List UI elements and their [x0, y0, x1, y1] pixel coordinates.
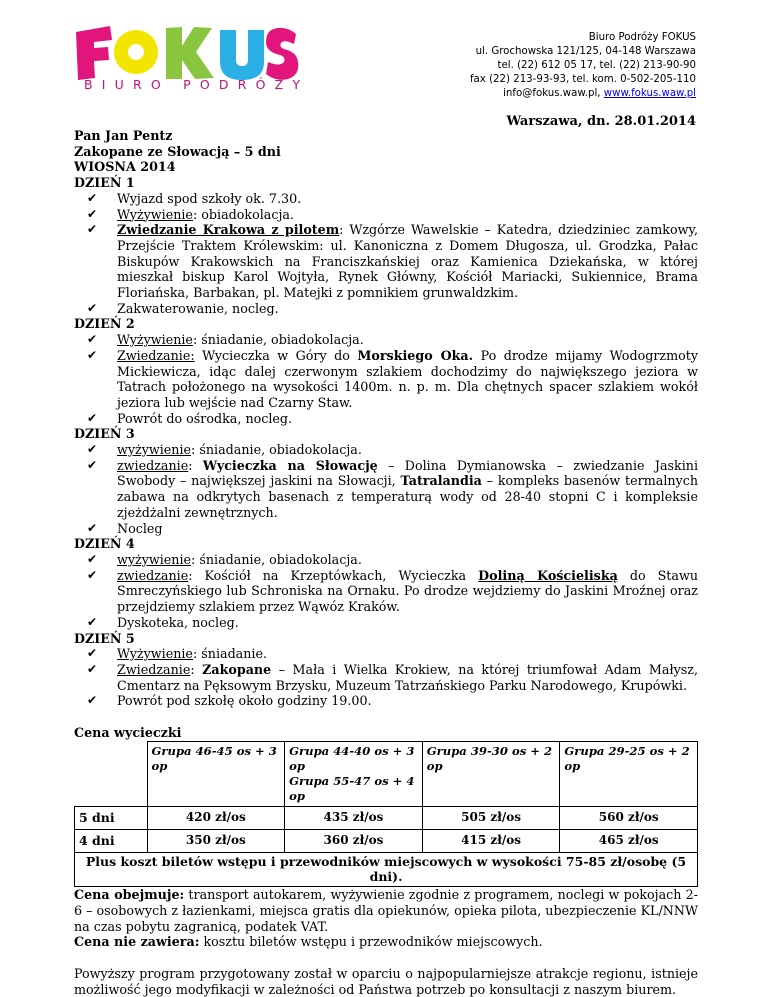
list-item: ✔ zwiedzanie: Wycieczka na Słowację – Dolina Dymianowska – zwiedzanie Jaskini Swobody – największej jaskini na Słowacji, Tatralandia – kompleks basenów termalnych zabawa na odkrytych basenach z temperaturą wody od 28-40 stopni C i kompleksie zjeżdżalni zewnętrznych.: [87, 457, 699, 520]
fokus-logo-graphic: [70, 22, 300, 84]
letter-body: [74, 128, 698, 997]
table-cell: 350 zł/os: [147, 829, 285, 852]
list-item: ✔ Powrót pod szkołę około godziny 19.00.: [87, 693, 372, 709]
check-icon: ✔: [87, 410, 98, 425]
list-item: ✔ wyżywienie: śniadanie, obiadokolacja.: [87, 551, 362, 567]
trip-title: Zakopane ze Słowacją – 5 dni: [74, 143, 281, 159]
check-icon: ✔: [87, 661, 98, 676]
price-note: Plus koszt biletów wstępu i przewodników miejscowych w wysokości 75-85 zł/osobę (5 dni).: [75, 852, 698, 886]
table-cell: 420 zł/os: [147, 806, 285, 829]
excludes-paragraph: [74, 934, 698, 950]
list-item: ✔ Zakwaterowanie, nocleg.: [87, 300, 279, 316]
includes-text: transport autokarem, wyżywienie zgodnie z programem, noclegi w pokojach 2-6 – osobowych z łazienkami, miejsca gratis dla opiekunów, opieka pilota, ubezpieczenie KL/NNW na czas pobytu zagranicą, podatek VAT.: [74, 887, 699, 934]
check-icon: ✔: [87, 551, 98, 566]
check-icon: ✔: [87, 614, 98, 629]
includes-paragraph: [74, 887, 698, 934]
check-icon: ✔: [87, 520, 98, 535]
check-icon: ✔: [87, 457, 98, 472]
place-date: Warszawa, dn. 28.01.2014: [506, 114, 696, 129]
check-icon: ✔: [87, 567, 98, 582]
table-header-empty: [75, 741, 148, 806]
table-row: [75, 806, 698, 829]
logo-subtitle: BIURO PODRÓŻY: [84, 77, 310, 92]
price-table: [74, 741, 698, 887]
check-icon: ✔: [87, 332, 98, 347]
company-address: ul. Grochowska 121/125, 04-148 Warszawa: [475, 46, 696, 57]
list-item: ✔ Zwiedzanie: Zakopane – Mała i Wielka Krokiew, na której triumfował Adam Małysz, Cmentarz na Pęksowym Brzysku, Muzeum Tatrzańskiego Parku Narodowego, Krupówki.: [87, 661, 698, 693]
price-title: Cena wycieczki: [74, 725, 182, 741]
company-email: info@fokus.waw.pl: [503, 88, 598, 99]
list-item: ✔ Wyżywienie: śniadanie, obiadokolacja.: [87, 332, 364, 348]
table-cell: 415 zł/os: [422, 829, 560, 852]
list-item: ✔ Nocleg: [87, 520, 163, 536]
list-item: ✔ Zwiedzanie Krakowa z pilotem: Wzgórze Wawelskie – Katedra, dziedziniec zamkowy, Przejście Traktem Królewskim: ul. Kanoniczna z Domem Długosza, ul. Grodzka, Pałac Biskupów Krakowskich na Franciszkańskiej oraz Kamienica Dziekańska, w której mieszkał biskup Karol Wojtyła, Rynek Główny, Kościół Mariacki, Sukiennice, Brama Floriańska, Barbakan, pl. Matejki z pomnikiem grunwaldzkim.: [87, 222, 698, 301]
email-separator: ,: [597, 88, 604, 99]
day-2-list: [74, 332, 698, 426]
day-heading: DZIEŃ 5: [74, 630, 135, 646]
row-label: 4 dni: [75, 829, 148, 852]
table-cell: 465 zł/os: [560, 829, 698, 852]
day-1-list: [74, 191, 698, 317]
list-item: ✔ Dyskoteka, nocleg.: [87, 614, 239, 630]
company-phones: tel. (22) 612 05 17, tel. (22) 213-90-90: [497, 60, 696, 71]
excludes-text: kosztu biletów wstępu i przewodników miejscowych.: [199, 934, 543, 950]
check-icon: ✔: [87, 693, 98, 708]
check-icon: ✔: [87, 347, 98, 362]
day-heading: DZIEŃ 3: [74, 426, 135, 442]
check-icon: ✔: [87, 190, 98, 205]
day-3-list: [74, 442, 698, 536]
check-icon: ✔: [87, 300, 98, 315]
table-row: [75, 829, 698, 852]
company-fax: fax (22) 213-93-93, tel. kom. 0-502-205-110: [469, 74, 696, 85]
day-5-list: [74, 646, 698, 709]
excludes-label: Cena nie zawiera:: [74, 934, 200, 950]
list-item: ✔ zwiedzanie: Kościół na Krzeptówkach, Wycieczka Doliną Kościeliską do Stawu Smreczyńskiego lub Schroniska na Ornaku. Po drodze wejdziemy do Jaskini Mroźnej oraz przejdziemy szlakiem przez Wąwóz Kraków.: [87, 567, 699, 615]
includes-label: Cena obejmuje:: [74, 887, 185, 903]
table-header: Grupa 29-25 os + 2 op: [560, 741, 698, 806]
company-contact: [470, 31, 696, 101]
list-item: ✔ Wyjazd spod szkoły ok. 7.30.: [87, 190, 302, 206]
season: WIOSNA 2014: [74, 159, 176, 175]
list-item: ✔ Zwiedzanie: Wycieczka w Góry do Morskiego Oka. Po drodze mijamy Wodogrzmoty Mickiewicza, idąc dalej czerwonym szlakiem dochodzimy do największego jeziora w Tatrach położonego na wysokości 1400m. n. p. m. Dla chętnych spacer szlakiem wokół jeziora lub wejście nad Czarny Staw.: [87, 347, 699, 410]
list-item: ✔ Wyżywienie: obiadokolacja.: [87, 206, 294, 222]
row-label: 5 dni: [75, 806, 148, 829]
table-header: Grupa 46-45 os + 3 op: [147, 741, 285, 806]
day-4-list: [74, 552, 698, 631]
table-cell: 505 zł/os: [422, 806, 560, 829]
table-cell: 560 zł/os: [560, 806, 698, 829]
list-item: ✔ wyżywienie: śniadanie, obiadokolacja.: [87, 442, 362, 458]
table-cell: 435 zł/os: [285, 806, 423, 829]
check-icon: ✔: [87, 646, 98, 661]
recipient: Pan Jan Pentz: [74, 128, 173, 143]
list-item: ✔ Powrót do ośrodka, nocleg.: [87, 410, 293, 426]
company-name: Biuro Podróży FOKUS: [588, 32, 696, 43]
company-website-link[interactable]: www.fokus.waw.pl: [603, 88, 696, 99]
check-icon: ✔: [87, 206, 98, 221]
table-cell: 360 zł/os: [285, 829, 423, 852]
check-icon: ✔: [87, 222, 98, 237]
list-item: ✔ Wyżywienie: śniadanie.: [87, 646, 268, 662]
day-heading: DZIEŃ 2: [74, 316, 135, 332]
table-header-row: [75, 741, 698, 806]
check-icon: ✔: [87, 442, 98, 457]
closing-paragraph: Powyższy program przygotowany został w oparciu o najpopularniejsze atrakcje regionu, istnieje możliwość jego modyfikacji w zależności od Państwa potrzeb po konsultacji z naszym biurem.: [74, 965, 698, 997]
day-heading: DZIEŃ 4: [74, 536, 135, 552]
day-heading: DZIEŃ 1: [74, 175, 135, 191]
company-web-line: [470, 87, 696, 101]
table-note-row: [75, 852, 698, 886]
table-header: Grupa 44-40 os + 3 op Grupa 55-47 os + 4 op: [285, 741, 423, 806]
table-header: Grupa 39-30 os + 2 op: [422, 741, 560, 806]
